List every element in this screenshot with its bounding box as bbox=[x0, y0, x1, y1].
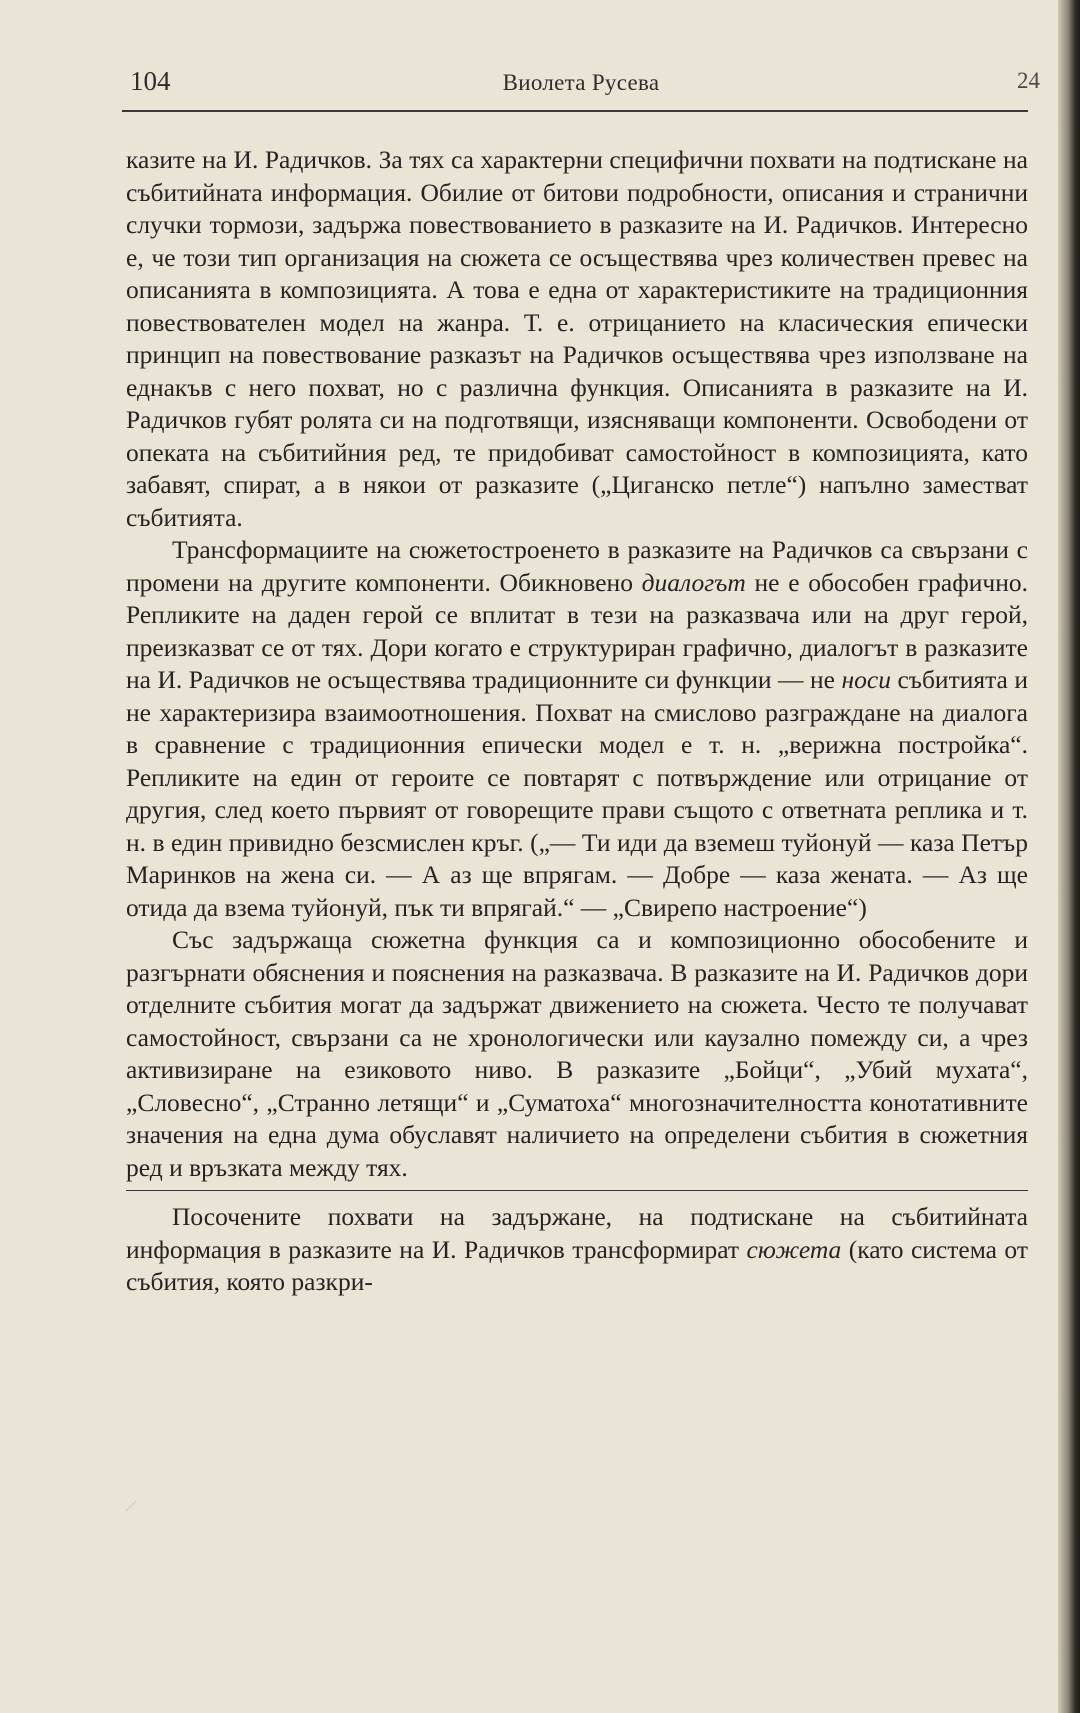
signature-mark: 24 bbox=[1017, 68, 1040, 93]
p2-emphasis-carry: носи bbox=[841, 665, 891, 694]
page-edge bbox=[1058, 0, 1080, 1713]
paragraph-1: казите на И. Радичков. За тях са характерни специфични похвати на подтискане на събитийната информация. Обилие от битови подробности, описания и странични случки тормози, задържа повествованието в разказите на И. Радичков. Интересно е, че този тип организация на сюжета се осъществява чрез количествен превес на описанията в композицията. А това е една от характеристиките на традиционния повествователен модел на жанра. Т. е. отрицанието на класическия епически принцип на повествование разказът на Радичков осъществява чрез използване на еднакъв с него похват, но с различна функция. Описанията в разказите на И. Радичков губят ролята си на подготвящи, изясняващи компоненти. Освободени от опеката на събитийния ред, те придобиват самостойност в композицията, като забавят, спират, а в някои от разказите („Циганско петле“) напълно заместват събитията. bbox=[126, 145, 1028, 532]
p2-text-a: Трансформациите на сюжетостроенето в разказите на Радичков са свързани с промени на другите компоненти. Обикновено bbox=[126, 535, 1028, 597]
paper-mark bbox=[122, 1475, 152, 1515]
p2-text-b: не е обособен графично. Репликите на даден герой се вплитат в тези на разказвача или на друг герой, преизказват се от тях. Дори когато е структуриран графично, диалогът в разказите на И. Радичков не осъществява традиционните си функции — не bbox=[126, 567, 1028, 694]
section-divider bbox=[126, 1190, 1028, 1191]
page-header bbox=[122, 62, 1040, 102]
p2-emphasis-dialog: диалогът bbox=[641, 567, 746, 597]
page-number: 104 bbox=[130, 66, 171, 96]
p4-emphasis-plot: сюжета bbox=[746, 1234, 842, 1264]
header-rule bbox=[122, 110, 1028, 112]
p2-text-c: събитията и не характеризира взаимоотношения. Похват на смислово разграждане на диалога в сравнение с традиционния епически модел е т. н. „верижна постройка“. Репликите на един от героите се повтарят с потвърждение или отрицание от другия, след което първият от говорещите прави същото с ответната реплика и т. н. в един привидно безсмислен кръг. („— Ти иди да вземеш туйонуй — каза Петър Маринков на жена си. — А аз ще впрягам. — Добре — каза жената. — Аз ще отида да взема туйонуй, пък ти впрягай.“ — „Свирепо настроение“) bbox=[126, 665, 1028, 922]
body-text bbox=[126, 144, 1028, 1299]
p4-text-a: Посочените похвати на задържане, на подтискане на събитийната информация в разказите на И. Радичков трансформират bbox=[126, 1202, 1028, 1264]
paragraph-2 bbox=[126, 534, 1028, 924]
paragraph-3: Със задържаща сюжетна функция са и композиционно обособените и разгърнати обяснения и пояснения на разказвача. В разказите на И. Радичков дори отделните събития могат да задържат движението на сюжета. Често те получават самостойност, свързани са не хронологически или каузално помежду си, а чрез активизиране на езиковото ниво. В разказите „Бойци“, „Убий мухата“, „Словесно“, „Странно летящи“ и „Суматоха“ многозначителността конотативните значения на една дума обуславят наличието на определени събития в сюжетния ред и връзката между тях. bbox=[126, 925, 1028, 1182]
running-head: Виолета Русева bbox=[502, 70, 660, 95]
paragraph-4 bbox=[126, 1201, 1028, 1299]
p4-text-b: (като система от събития, която разкри- bbox=[126, 1234, 1028, 1296]
